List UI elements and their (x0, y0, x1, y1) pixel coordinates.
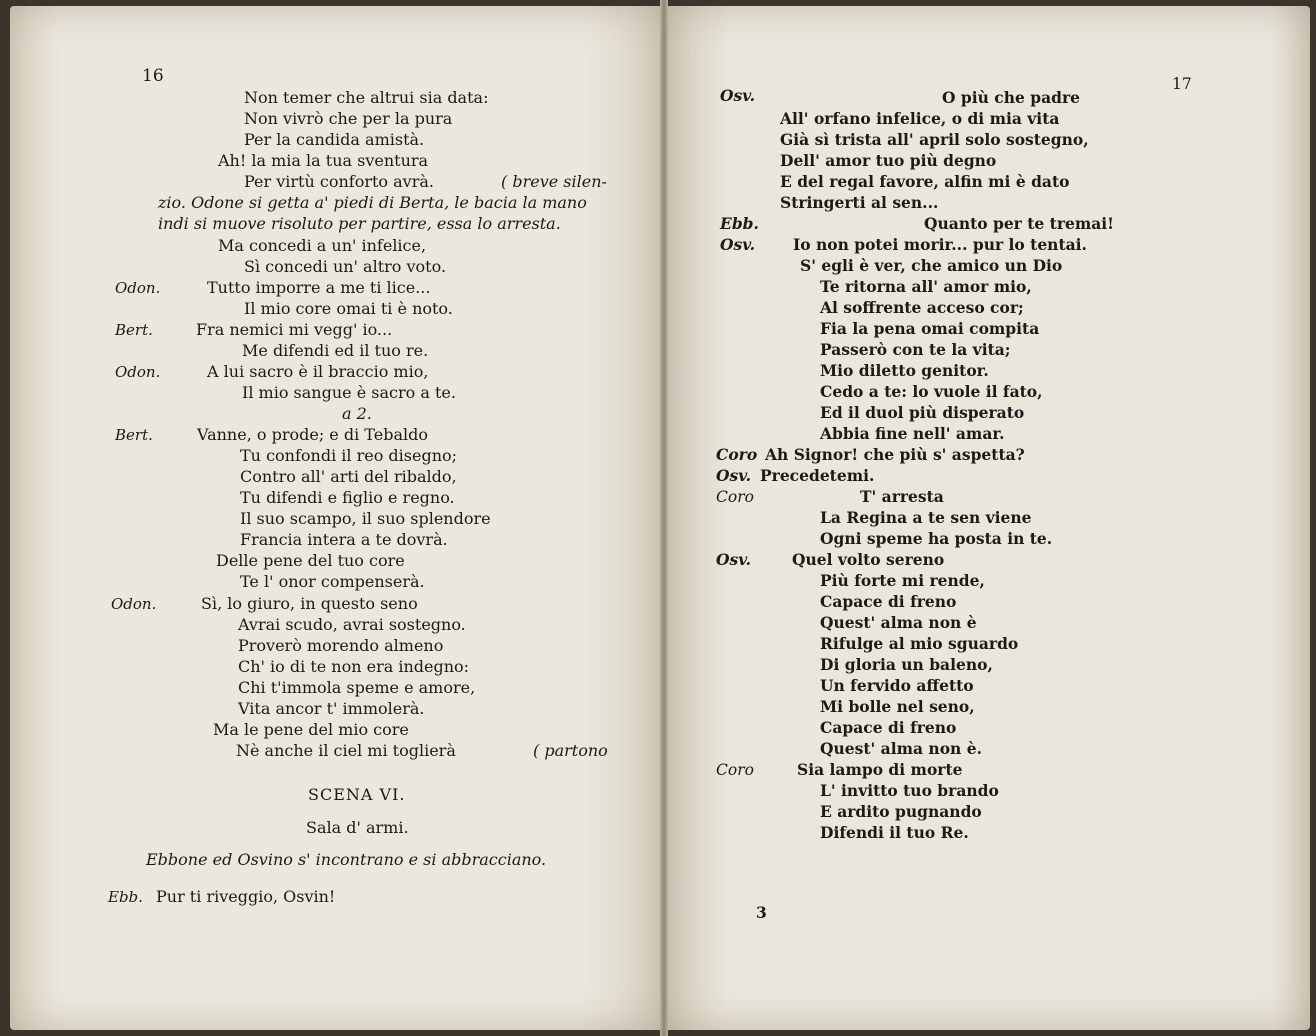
verse-line: Di gloria un baleno, (820, 655, 993, 674)
verse-line: Per virtù conforto avrà. (244, 172, 434, 191)
verse-line: L' invitto tuo brando (820, 781, 999, 800)
verse-line: Passerò con te la vita; (820, 340, 1011, 359)
verse-line: Quel volto sereno (792, 550, 945, 569)
speaker-label: Coro (716, 488, 754, 506)
verse-line: Pur ti riveggio, Osvin! (156, 887, 336, 906)
speaker-label: Osv. (720, 235, 756, 254)
verse-line: Me difendi ed il tuo re. (242, 341, 429, 360)
page-number-left: 16 (142, 66, 164, 86)
verse-line: Stringerti al sen... (780, 193, 939, 212)
verse-line: Già sì trista all' april solo sostegno, (780, 130, 1089, 149)
speaker-label: Odon. (115, 279, 161, 297)
verse-line: Ah Signor! che più s' aspetta? (765, 445, 1025, 464)
verse-line: Contro all' arti del ribaldo, (240, 467, 457, 486)
verse-line: La Regina a te sen viene (820, 508, 1032, 527)
verse-line: Il mio core omai ti è noto. (244, 299, 453, 318)
verse-line: Vanne, o prode; e di Tebaldo (197, 425, 428, 444)
verse-line: Cedo a te: lo vuole il fato, (820, 382, 1043, 401)
verse-line: Difendi il tuo Re. (820, 823, 969, 842)
verse-line: All' orfano infelice, o di mia vita (780, 109, 1060, 128)
verse-line: Fra nemici mi vegg' io... (196, 320, 393, 339)
verse-line: S' egli è ver, che amico un Dio (800, 256, 1063, 275)
verse-line: Sì, lo giuro, in questo seno (201, 594, 418, 613)
stage-direction: ( breve silen- (501, 172, 607, 191)
verse-line: Precedetemi. (760, 466, 875, 485)
verse-line: Ogni speme ha posta in te. (820, 529, 1053, 548)
verse-line: Capace di freno (820, 592, 957, 611)
verse-line: Non vivrò che per la pura (244, 109, 453, 128)
verse-line: Al soffrente acceso cor; (820, 298, 1024, 317)
scene-heading: SCENA VI. (308, 785, 406, 804)
verse-line: Il suo scampo, il suo splendore (240, 509, 491, 528)
verse-line: Mi bolle nel seno, (820, 697, 975, 716)
verse-line: Il mio sangue è sacro a te. (242, 383, 456, 402)
verse-line: T' arresta (860, 487, 944, 506)
verse-line: Quest' alma non è. (820, 739, 982, 758)
verse-line: Abbia fine nell' amar. (820, 424, 1005, 443)
verse-line: Ed il duol più disperato (820, 403, 1025, 422)
speaker-label: Odon. (115, 363, 161, 381)
book-gutter (660, 0, 668, 1036)
verse-line: Per la candida amistà. (244, 130, 425, 149)
verse-line: Vita ancor t' immolerà. (238, 699, 425, 718)
stage-direction: indi si muove risoluto per partire, essa lo arresta. (158, 214, 561, 233)
verse-line: Ma le pene del mio core (213, 720, 409, 739)
verse-line: Francia intera a te dovrà. (240, 530, 448, 549)
verse-line: Io non potei morir... pur lo tentai. (793, 235, 1087, 254)
verse-line: Ch' io di te non era indegno: (238, 657, 470, 676)
verse-line: Un fervido affetto (820, 676, 974, 695)
speaker-label: Osv. (716, 466, 752, 485)
verse-line: A lui sacro è il braccio mio, (207, 362, 429, 381)
verse-line: Dell' amor tuo più degno (780, 151, 997, 170)
stage-direction: zio. Odone si getta a' piedi di Berta, le bacia la mano (158, 193, 587, 212)
speaker-label: Ebb. (720, 214, 759, 233)
stage-direction: Ebbone ed Osvino s' incontrano e si abbracciano. (146, 850, 547, 869)
verse-line: Fia la pena omai compita (820, 319, 1040, 338)
verse-line: Chi t'immola speme e amore, (238, 678, 476, 697)
verse-line: Sia lampo di morte (797, 760, 963, 779)
speaker-label: Bert. (115, 321, 153, 339)
verse-line: Te l' onor compenserà. (240, 572, 425, 591)
stage-direction: ( partono (533, 741, 608, 760)
speaker-label: Bert. (115, 426, 153, 444)
speaker-label: Osv. (716, 550, 752, 569)
scene-setting: Sala d' armi. (306, 818, 409, 837)
verse-line: Quanto per te tremai! (924, 214, 1114, 233)
verse-line: Avrai scudo, avrai sostegno. (238, 615, 466, 634)
verse-line: Mio diletto genitor. (820, 361, 989, 380)
verse-line: Capace di freno (820, 718, 957, 737)
verse-line: Tu confondi il reo disegno; (240, 446, 458, 465)
verse-line: E ardito pugnando (820, 802, 982, 821)
speaker-label: Odon. (111, 595, 157, 613)
verse-line: Rifulge al mio sguardo (820, 634, 1019, 653)
duet-marker: a 2. (342, 404, 372, 423)
verse-line: Ah! la mia la tua sventura (218, 151, 429, 170)
signature-mark: 3 (756, 903, 767, 922)
speaker-label: Ebb. (108, 888, 143, 906)
speaker-label: Coro (716, 761, 754, 779)
verse-line: Ma concedi a un' infelice, (218, 236, 427, 255)
verse-line: E del regal favore, alfin mi è dato (780, 172, 1070, 191)
verse-line: Delle pene del tuo core (216, 551, 405, 570)
verse-line: Quest' alma non è (820, 613, 977, 632)
verse-line: O più che padre (942, 88, 1081, 107)
verse-line: Nè anche il ciel mi toglierà (236, 741, 456, 760)
verse-line: Te ritorna all' amor mio, (820, 277, 1032, 296)
verse-line: Non temer che altrui sia data: (244, 88, 489, 107)
page-number-right: 17 (1172, 75, 1192, 93)
speaker-label: Osv. (720, 86, 756, 105)
speaker-label: Coro (716, 445, 758, 464)
verse-line: Più forte mi rende, (820, 571, 985, 590)
verse-line: Tu difendi e figlio e regno. (240, 488, 455, 507)
verse-line: Tutto imporre a me ti lice... (207, 278, 431, 297)
verse-line: Sì concedi un' altro voto. (244, 257, 447, 276)
verse-line: Proverò morendo almeno (238, 636, 444, 655)
